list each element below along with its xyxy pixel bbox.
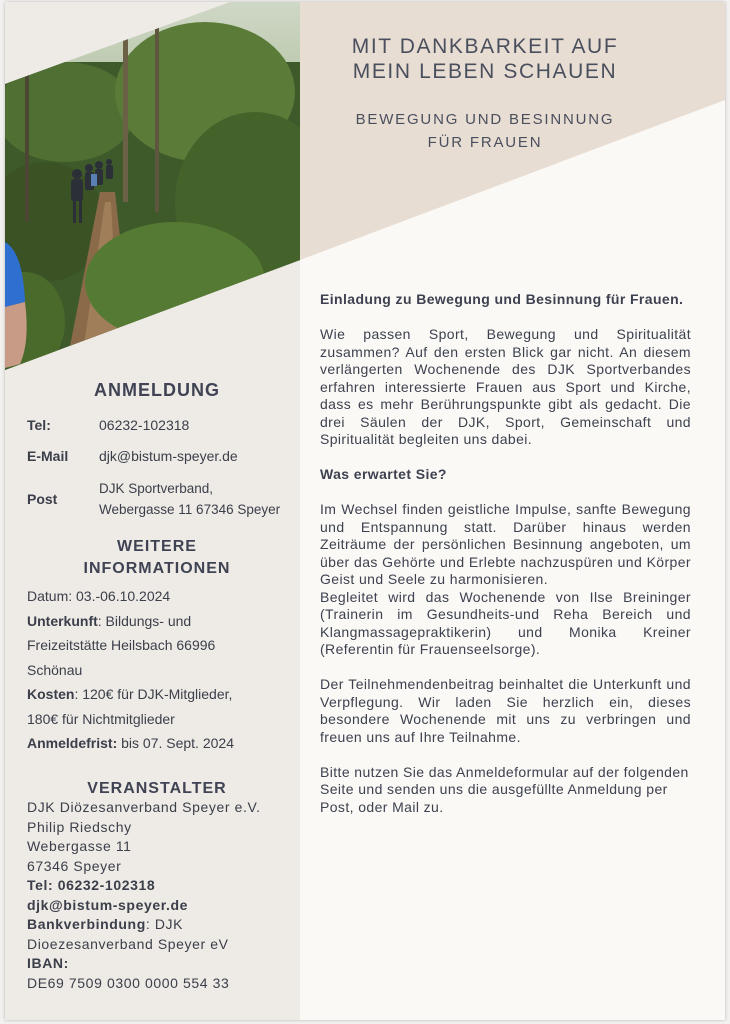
- subtitle: [305, 108, 665, 154]
- post-row: [27, 478, 287, 520]
- subtitle-line-2: FÜR FRAUEN: [427, 134, 543, 151]
- anmeldung-heading: ANMELDUNG: [94, 380, 220, 400]
- post-line-2: Webergasse 11 67346 Speyer: [99, 502, 281, 517]
- iban-value: DE69 7509 0300 0000 554 33: [27, 974, 230, 991]
- street: Webergasse 11: [27, 838, 132, 854]
- main-text: [320, 291, 691, 834]
- bank-label: Bankverbindung: [27, 916, 146, 932]
- kosten-line-2: 180€ für Nichtmitglieder: [27, 710, 175, 727]
- weitere-info-section: [27, 536, 287, 756]
- post-line-1: DJK Sportverband,: [99, 481, 214, 496]
- bank-value: : DJK: [145, 916, 184, 932]
- flyer-page: [5, 2, 725, 1020]
- email-value[interactable]: djk@bistum-speyer.de: [99, 448, 238, 464]
- contact-person: Philip Riedschy: [27, 818, 132, 835]
- bank-line: [27, 915, 287, 935]
- subtitle-line-1: BEWEGUNG UND BESINNUNG: [355, 111, 615, 128]
- unterkunft-value-1: : Bildungs- und: [97, 612, 192, 629]
- organizer-details: [27, 798, 287, 993]
- invitation-heading: Einladung zu Bewegung und Besinnung für Frauen.: [320, 291, 684, 307]
- veranstalter-heading: VERANSTALTER: [87, 780, 227, 797]
- datum-line: [27, 584, 287, 609]
- title-line-2: MEIN LEBEN SCHAUEN: [352, 60, 618, 83]
- organizer-email[interactable]: djk@bistum-speyer.de: [27, 896, 189, 913]
- main-title: [305, 34, 665, 84]
- bank-line-2: Dioezesanverband Speyer eV: [27, 935, 229, 952]
- weitere-info-heading: [27, 536, 287, 580]
- email-row: [27, 448, 287, 464]
- city: 67346 Speyer: [27, 857, 122, 874]
- datum-value: : 03.-06.10.2024: [68, 588, 171, 604]
- organizer-tel[interactable]: Tel: 06232-102318: [27, 877, 156, 893]
- datum-label: Datum: [27, 588, 69, 604]
- title-block: [305, 34, 665, 154]
- title-line-1: MIT DANKBARKEIT AUF: [351, 35, 619, 58]
- hiking-photo: [5, 2, 300, 372]
- weitere-heading-line-2: INFORMATIONEN: [83, 560, 231, 577]
- unterkunft-line: [27, 609, 287, 634]
- paragraph-program: Im Wechsel finden geistliche Impulse, sanfte Bewegung und Entspannung statt. Darüber hinaus werden Zeiträume der persönlichen Besinnung angeboten, um über das Gehörte und Erlebte nachzuspüren und Körper Geist und Seele zu harmonisieren.: [320, 501, 691, 587]
- kosten-value-1: : 120€ für DJK-Mitglieder,: [74, 686, 233, 702]
- post-address: [99, 478, 280, 520]
- unterkunft-line-2: Freizeitstätte Heilsbach 66996: [27, 637, 216, 653]
- frist-line: [27, 731, 287, 756]
- paragraph-fee: Der Teilnehmendenbeitrag beinhaltet die Unterkunft und Verpflegung. Wir laden Sie herzlich ein, dieses besondere Wochenende mit uns zu verbringen und freuen uns auf Ihre Teilnahme.: [320, 676, 691, 745]
- unterkunft-line-3: Schönau: [27, 661, 83, 678]
- email-label: E-Mail: [27, 448, 69, 464]
- weitere-heading-line-1: WEITERE: [117, 538, 197, 555]
- unterkunft-label: Unterkunft: [27, 612, 98, 629]
- paragraph-leaders: Begleitet wird das Wochenende von Ilse Breininger (Trainerin im Gesundheits-und Reha Bereich und Klangmassagepraktikerin) und Monika Kreiner (Referentin für Frauenseelsorge).: [320, 588, 691, 657]
- post-label: Post: [27, 491, 58, 507]
- veranstalter-section: [27, 780, 287, 993]
- kosten-line: [27, 682, 287, 707]
- anmeldung-section: [27, 380, 287, 520]
- tel-value[interactable]: 06232-102318: [99, 417, 190, 433]
- frist-label: Anmeldefrist:: [27, 735, 118, 751]
- organizer-name: DJK Diözesanverband Speyer e.V.: [27, 799, 261, 815]
- paragraph-intro: Wie passen Sport, Bewegung und Spiritualität zusammen? Auf den ersten Blick gar nicht. An diesem verlängerten Wochenende des DJK Sportverbandes erfahren interessierte Frauen aus Sport und Kirche, dass es mehr Berührungspunkte gibt als gedacht. Die drei Säulen der DJK, Sport, Gemeinschaft und Spiritualität begleiten uns dabei.: [320, 326, 691, 447]
- iban-label: IBAN:: [27, 955, 69, 971]
- frist-value: bis 07. Sept. 2024: [117, 735, 234, 751]
- kosten-label: Kosten: [27, 686, 75, 702]
- info-list: [27, 584, 287, 756]
- tel-row: [27, 417, 287, 433]
- tel-label: Tel:: [27, 417, 51, 433]
- paragraph-registration: Bitte nutzen Sie das Anmeldeformular auf der folgenden Seite und senden uns die ausgefüllte Anmeldung per Post, oder Mail zu.: [320, 763, 689, 815]
- question-heading: Was erwartet Sie?: [320, 466, 447, 482]
